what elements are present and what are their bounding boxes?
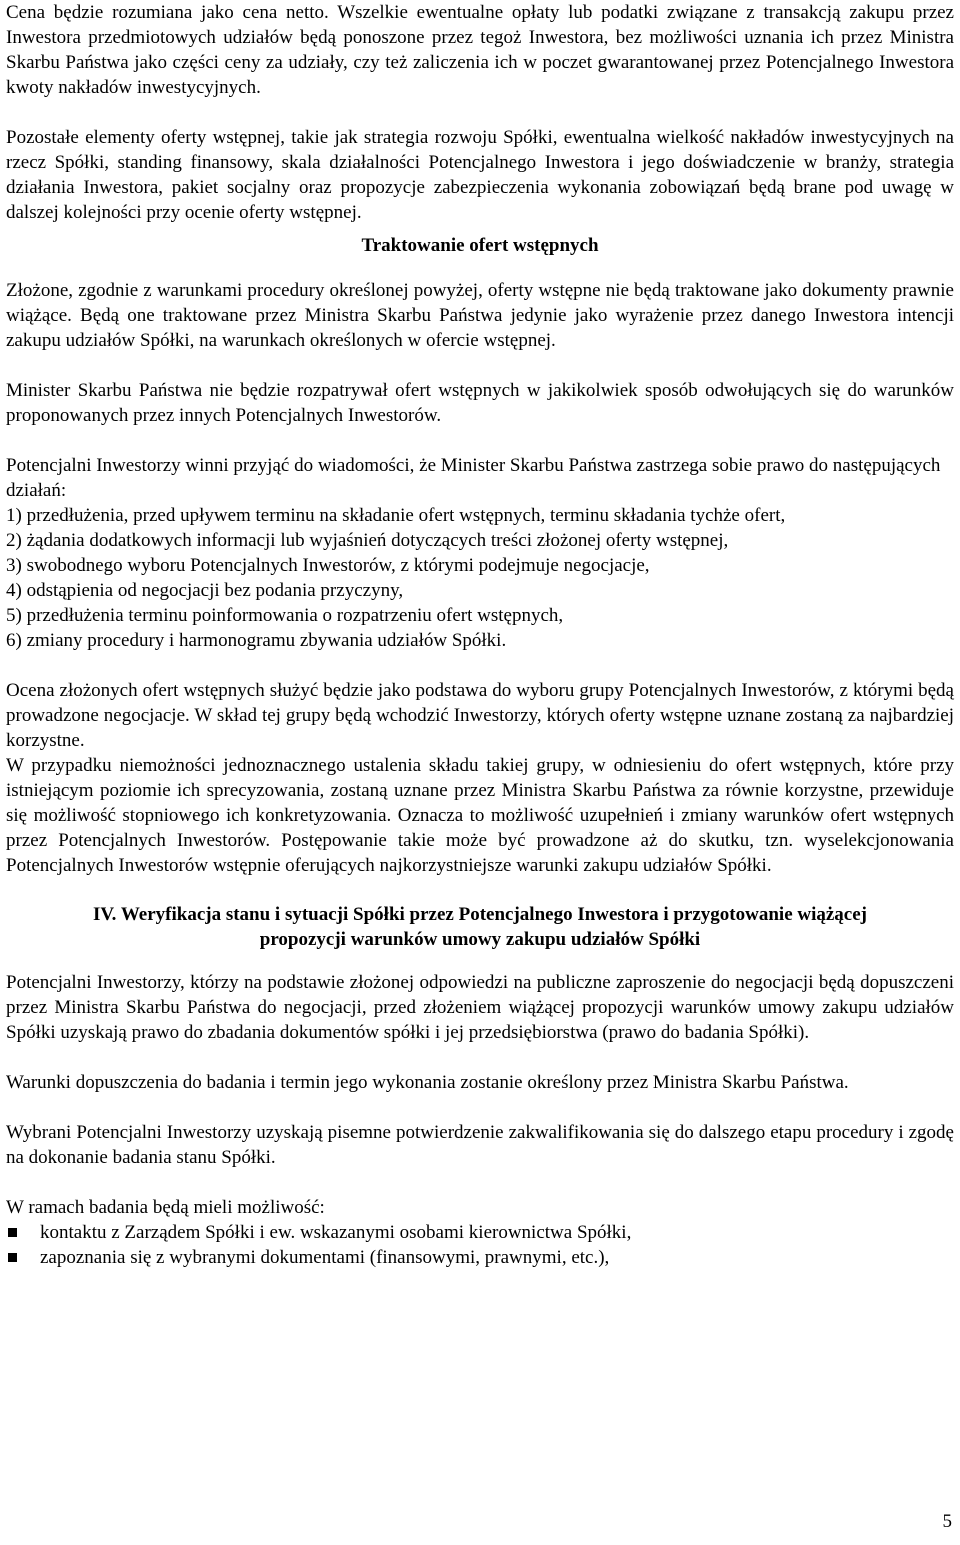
paragraph-evaluation: Ocena złożonych ofert wstępnych służyć będzie jako podstawa do wyboru grupy Potencjalnych Inwestorów, z którymi będą prowadzone negocjacje. W skład tej grupy będą wchodzić Inwestorzy, których oferty wstępne uznane zostaną za najbardziej korzystne. [6, 680, 954, 751]
list-item-text: kontaktu z Zarządem Spółki i ew. wskazanymi osobami kierownictwa Spółki, [40, 1222, 632, 1243]
rights-block [6, 453, 954, 653]
rights-item-5: 5) przedłużenia terminu poinformowania o rozpatrzeniu ofert wstępnych, [6, 605, 564, 626]
rights-item-4: 4) odstąpienia od negocjacji bez podania przyczyny, [6, 580, 404, 601]
heading-traktowanie-ofert: Traktowanie ofert wstępnych [361, 235, 599, 256]
rights-item-2: 2) żądania dodatkowych informacji lub wyjaśnień dotyczących treści złożonej oferty wstępnej, [6, 530, 729, 551]
paragraph-other-offer-elements: Pozostałe elementy oferty wstępnej, takie jak strategia rozwoju Spółki, ewentualna wielkość nakładów inwestycyjnych na rzecz Spółki, standing finansowy, skala działalności Potencjalnego Inwestora i jego doświadczenie w branży, strategia działania Inwestora, pakiet socjalny oraz propozycje zabezpieczenia wykonania zobowiązań będą brane pod uwagę w dalszej kolejności przy ocenie oferty wstępnej. [6, 127, 954, 223]
paragraph-qualification-confirmation: Wybrani Potencjalni Inwestorzy uzyskają pisemne potwierdzenie zakwalifikowania się do dalszego etapu procedury i zgodę na dokonanie badania stanu Spółki. [6, 1122, 954, 1168]
paragraph-rights-intro: Potencjalni Inwestorzy winni przyjąć do wiadomości, że Minister Skarbu Państwa zastrzega sobie prawo do następujących działań: [6, 455, 941, 501]
rights-item-3: 3) swobodnego wyboru Potencjalnych Inwestorów, z którymi podejmuje negocjacje, [6, 555, 650, 576]
paragraph-possibilities-intro: W ramach badania będą mieli możliwość: [6, 1197, 325, 1218]
paragraph-group-selection: W przypadku niemożności jednoznacznego ustalenia składu takiej grupy, w odniesieniu do ofert wstępnych, które przy istniejącym poziomie ich sprecyzowania, zostaną uznane przez Ministra Skarbu Państwa za równie korzystne, przewiduje się możliwość stopniowego ich konkretyzowania. Oznacza to możliwość uzupełnień i zmiany warunków ofert wstępnych przez Potencjalnych Inwestorów. Postępowanie takie może być prowadzone aż do skutku, tzn. wyselekcjonowania Potencjalnych Inwestorów wstępnie oferujących najkorzystniejsze warunki zakupu udziałów Spółki. [6, 755, 954, 876]
paragraph-admission-conditions: Warunki dopuszczenia do badania i termin jego wykonania zostanie określony przez Ministra Skarbu Państwa. [6, 1072, 849, 1093]
possibilities-list [6, 1220, 954, 1270]
paragraph-due-diligence: Potencjalni Inwestorzy, którzy na podstawie złożonej odpowiedzi na publiczne zaproszenie do negocjacji będą dopuszczeni przez Ministra Skarbu Państwa do negocjacji, przed złożeniem wiążącej propozycji warunków umowy zakupu udziałów Spółki uzyskają prawo do zbadania dokumentów spółki i jej przedsiębiorstwa (prawo do badania Spółki). [6, 972, 954, 1043]
section-iv-heading-line1: IV. Weryfikacja stanu i sytuacji Spółki przez Potencjalnego Inwestora i przygotowanie wiążącej [93, 904, 867, 925]
section-iv-heading [6, 902, 954, 952]
paragraph-minister-no-comparison: Minister Skarbu Państwa nie będzie rozpatrywał ofert wstępnych w jakikolwiek sposób odwołujących się do warunków proponowanych przez innych Potencjalnych Inwestorów. [6, 380, 954, 426]
list-item [6, 1245, 954, 1270]
list-item-text: zapoznania się z wybranymi dokumentami (finansowymi, prawnymi, etc.), [40, 1247, 610, 1268]
paragraph-price-net: Cena będzie rozumiana jako cena netto. Wszelkie ewentualne opłaty lub podatki związane z transakcją zakupu przez Inwestora przedmiotowych udziałów będą ponoszone przez tegoż Inwestora, bez możliwości uznania ich przez Ministra Skarbu Państwa jako części ceny za udziały, czy też zaliczenia ich w poczet gwarantowanej przez Potencjalnego Inwestora kwoty nakładów inwestycyjnych. [6, 2, 954, 98]
rights-item-1: 1) przedłużenia, przed upływem terminu na składanie ofert wstępnych, terminu składania tychże ofert, [6, 505, 786, 526]
square-bullet-icon [8, 1253, 17, 1262]
page-number: 5 [942, 1511, 952, 1532]
square-bullet-icon [8, 1228, 17, 1237]
section-iv-heading-line2: propozycji warunków umowy zakupu udziałów Spółki [259, 929, 701, 950]
paragraph-non-binding-offers: Złożone, zgodnie z warunkami procedury określonej powyżej, oferty wstępne nie będą traktowane jako dokumenty prawnie wiążące. Będą one traktowane przez Ministra Skarbu Państwa jedynie jako wyrażenie przez danego Inwestora intencji zakupu udziałów Spółki, na warunkach określonych w ofercie wstępnej. [6, 280, 954, 351]
rights-item-6: 6) zmiany procedury i harmonogramu zbywania udziałów Spółki. [6, 630, 507, 651]
list-item [6, 1220, 954, 1245]
document-page [6, 0, 954, 1270]
